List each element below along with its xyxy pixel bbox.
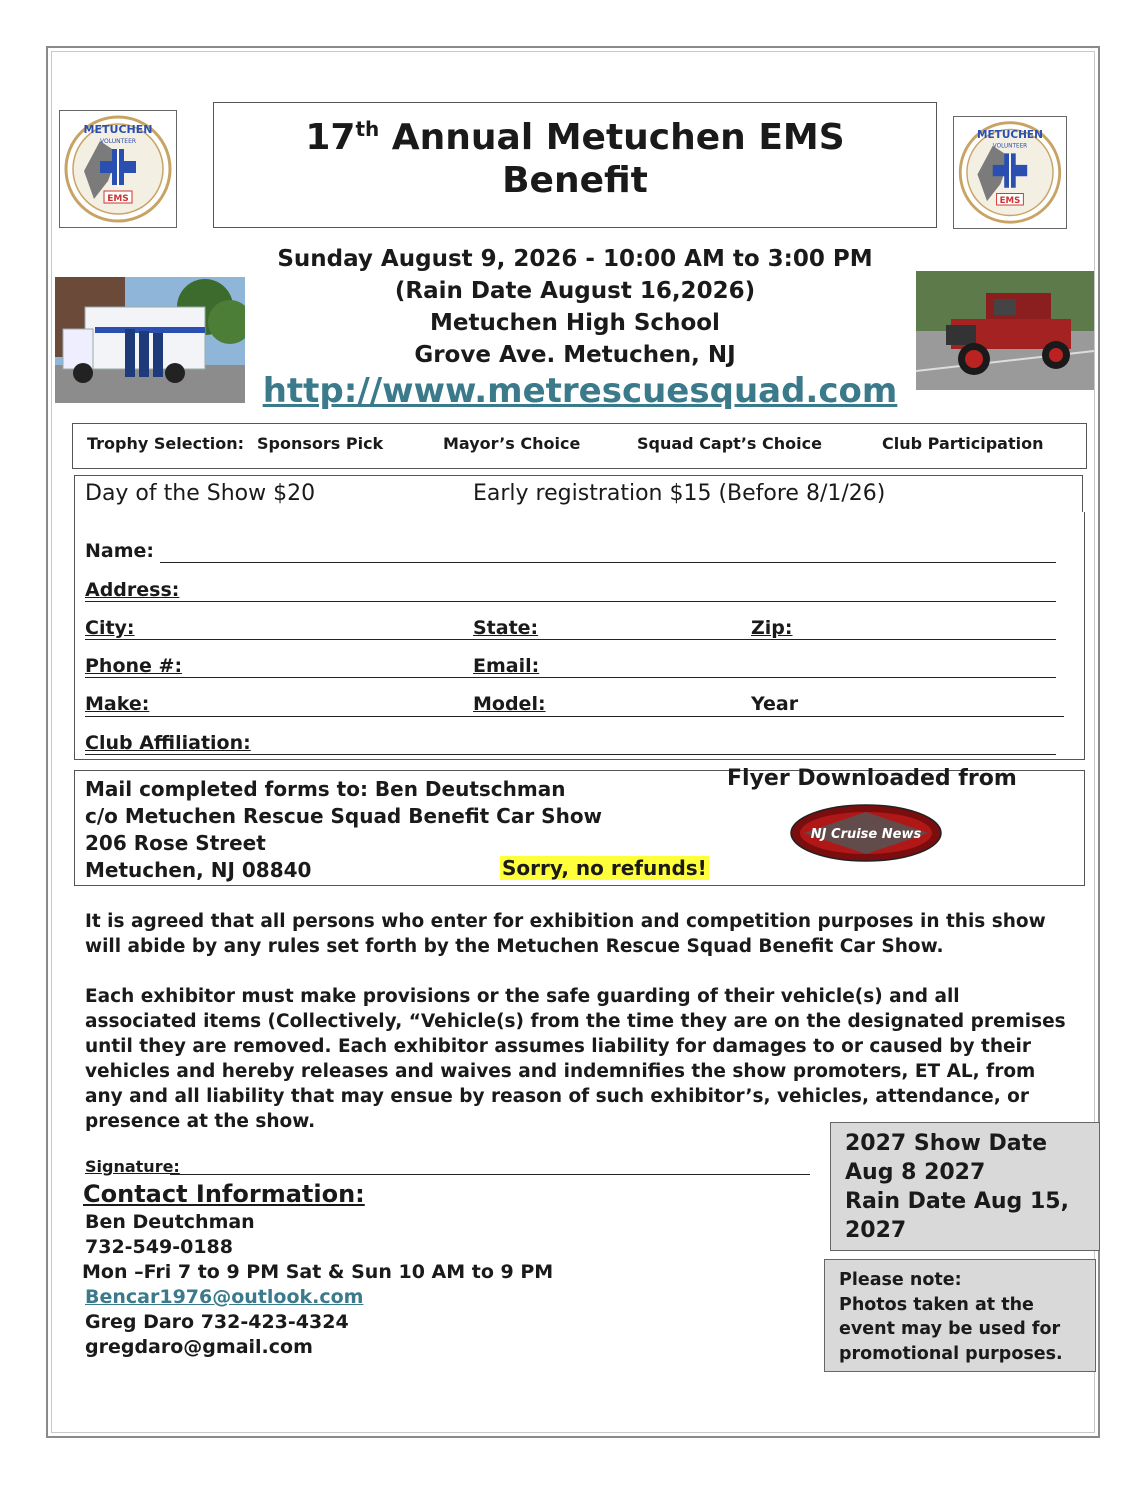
contact-info — [82, 1210, 554, 1360]
event-venue: Metuchen High School — [430, 310, 720, 336]
fee-day-of: Day of the Show $20 — [85, 481, 316, 506]
photo-note-box — [824, 1259, 1096, 1372]
logo-sub-text: VOLUNTEER — [992, 143, 1028, 150]
nj-cruise-news-logo[interactable] — [790, 804, 942, 862]
phone-label: Phone #: — [85, 655, 183, 677]
note-line: promotional purposes. — [839, 1343, 1063, 1364]
trophy-item: Sponsors Pick — [257, 434, 384, 453]
next-show-box — [830, 1122, 1100, 1251]
next-show-line: 2027 Show Date — [845, 1131, 1048, 1156]
flyer-source-label: Flyer Downloaded from — [727, 766, 1017, 791]
contact-email-link[interactable]: Bencar1976@outlook.com — [85, 1286, 364, 1308]
contact-alt-email: gregdaro@gmail.com — [85, 1336, 313, 1358]
trophy-label: Trophy Selection: — [87, 434, 244, 453]
page-title: 17th Annual Metuchen EMS — [305, 117, 845, 158]
club-label: Club Affiliation: — [85, 732, 251, 754]
ems-logo-left — [59, 110, 177, 228]
event-date: Sunday August 9, 2026 - 10:00 AM to 3:00 PM — [277, 246, 873, 272]
address-label: Address: — [85, 579, 180, 601]
contact-alt: Greg Daro 732-423-4324 — [85, 1311, 349, 1333]
contact-name: Ben Deutchman — [85, 1211, 255, 1233]
event-rain-date: (Rain Date August 16,2026) — [394, 278, 756, 304]
state-label: State: — [473, 617, 539, 639]
registration-form — [74, 512, 1085, 760]
signature-label: Signature: — [85, 1157, 180, 1176]
logo-arc-text: METUCHEN — [977, 129, 1043, 142]
trophy-item: Club Participation — [882, 434, 1044, 453]
email-label: Email: — [473, 655, 540, 677]
contact-title: Contact Information: — [83, 1180, 365, 1208]
make-label: Make: — [85, 693, 150, 715]
year-label: Year — [751, 693, 799, 715]
contact-phone: 732-549-0188 — [85, 1236, 233, 1258]
fee-box — [74, 475, 1083, 513]
model-label: Model: — [473, 693, 546, 715]
make-model-year-field[interactable] — [85, 716, 1064, 717]
next-show-line: Aug 8 2027 — [845, 1160, 986, 1185]
classic-car-photo — [916, 271, 1094, 390]
title-box — [213, 102, 937, 228]
note-line: event may be used for — [839, 1319, 1061, 1339]
fee-early: Early registration $15 (Before 8/1/26) — [473, 481, 886, 506]
trophy-item: Squad Capt’s Choice — [637, 434, 822, 453]
note-line: Photos taken at the — [839, 1294, 1034, 1315]
agreement-paragraph-1: It is agreed that all persons who enter for exhibition and competition purposes in this show will abide by any rules set forth by the Metuchen Rescue Squad Benefit Car Show. — [85, 911, 1046, 957]
name-field[interactable] — [160, 562, 1056, 563]
zip-label: Zip: — [751, 617, 793, 639]
name-label: Name: — [85, 540, 155, 562]
nj-cruise-news-text: NJ Cruise News — [810, 827, 922, 842]
city-label: City: — [85, 617, 135, 639]
logo-sub-text: VOLUNTEER — [99, 138, 137, 145]
contact-hours: Mon –Fri 7 to 9 PM Sat & Sun 10 AM to 9 PM — [82, 1261, 554, 1283]
mail-line: c/o Metuchen Rescue Squad Benefit Car Show — [85, 804, 603, 828]
mail-line: 206 Rose Street — [85, 831, 266, 855]
website-link[interactable]: http://www.metrescuesquad.com — [262, 371, 898, 411]
ems-logo-right — [953, 116, 1067, 229]
note-line: Please note: — [839, 1270, 962, 1290]
mail-line: Metuchen, NJ 08840 — [85, 858, 312, 882]
logo-badge-text: EMS — [999, 196, 1021, 207]
logo-arc-text: METUCHEN — [83, 123, 153, 136]
page-title-line2: Benefit — [502, 160, 648, 201]
logo-badge-text: EMS — [107, 194, 129, 204]
next-show-line: Rain Date Aug 15, — [845, 1189, 1069, 1214]
ambulance-photo — [55, 277, 245, 403]
event-address: Grove Ave. Metuchen, NJ — [414, 342, 736, 368]
city-state-zip-field[interactable] — [85, 639, 1056, 640]
phone-email-field[interactable] — [85, 677, 1056, 678]
no-refunds-note: Sorry, no refunds! — [502, 856, 707, 880]
trophy-item: Mayor’s Choice — [443, 434, 581, 453]
agreement-paragraph-2: Each exhibitor must make provisions or the safe guarding of their vehicle(s) and all associated items (Collectively, “Vehicle(s) from the time they are on the designated premises until they are removed. Each exhibitor assumes liability for damages to or caused by their vehicles and hereby releases and waives and indemnifies the show promoters, ET AL, from any and all liability that may ensue by reason of such exhibitor’s, vehicles, attendance, or presence at the show. — [85, 986, 1066, 1132]
mail-line: Mail completed forms to: Ben Deutschman — [85, 777, 566, 801]
next-show-line: 2027 — [845, 1218, 907, 1243]
club-field[interactable] — [85, 754, 1056, 755]
trophy-selection — [72, 423, 1087, 469]
address-field[interactable] — [85, 601, 1056, 602]
signature-field[interactable] — [170, 1174, 810, 1175]
